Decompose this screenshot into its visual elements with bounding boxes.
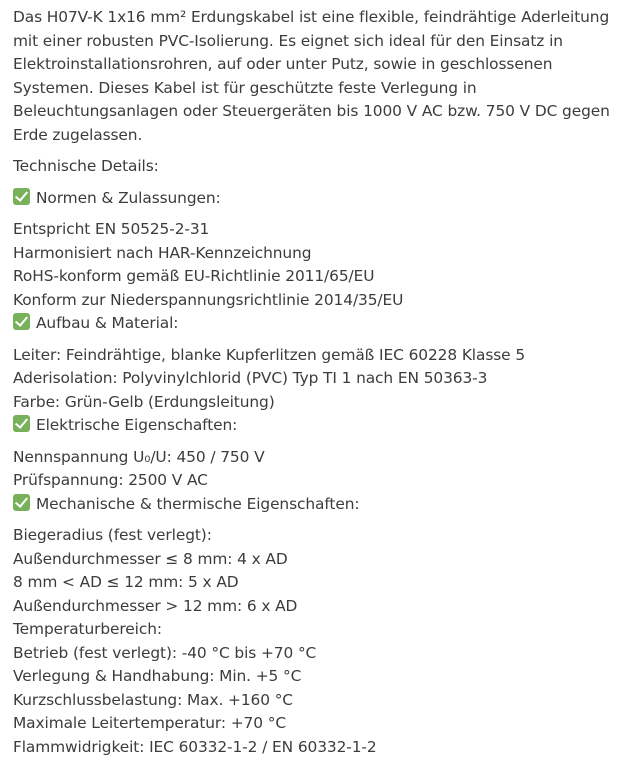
- section-normen-list: [13, 218, 637, 312]
- section-normen-heading: [13, 187, 637, 211]
- list-item: Harmonisiert nach HAR-Kennzeichnung: [13, 243, 312, 262]
- list-item: Betrieb (fest verlegt): -40 °C bis +70 °C: [13, 643, 317, 662]
- intro-line: mit einer robusten PVC-Isolierung. Es eignet sich ideal für den Einsatz in: [13, 31, 563, 50]
- section-heading-row: [13, 493, 637, 517]
- section-aufbau-list: [13, 344, 637, 415]
- product-description: [13, 6, 637, 759]
- check-mark-icon: [13, 494, 30, 511]
- list-item: Maximale Leitertemperatur: +70 °C: [13, 714, 286, 732]
- list-item: Nennspannung U₀/U: 450 / 750 V: [13, 447, 265, 466]
- list-item: Außendurchmesser > 12 mm: 6 x AD: [13, 596, 298, 615]
- check-mark-icon: [13, 188, 30, 205]
- list-item: Außendurchmesser ≤ 8 mm: 4 x AD: [13, 549, 288, 568]
- intro-line: Erde zugelassen.: [13, 125, 143, 144]
- intro-line: Elektroinstallationsrohren, auf oder unter Putz, sowie in geschlossenen: [13, 55, 553, 73]
- list-item: Flammwidrigkeit: IEC 60332-1-2 / EN 60332-1-2: [13, 737, 377, 756]
- details-heading: [13, 155, 637, 179]
- intro-line: Beleuchtungsanlagen oder Steuergeräten bis 1000 V AC bzw. 750 V DC gegen: [13, 102, 610, 120]
- intro-line: Systemen. Dieses Kabel ist für geschützte feste Verlegung in: [13, 78, 477, 97]
- check-mark-icon: [13, 415, 30, 432]
- section-mechanisch-heading: [13, 493, 637, 517]
- list-item: Prüfspannung: 2500 V AC: [13, 471, 208, 489]
- section-elektrisch-heading: [13, 414, 637, 438]
- list-item: Kurzschlussbelastung: Max. +160 °C: [13, 690, 293, 709]
- list-item: Entspricht EN 50525-2-31: [13, 220, 210, 238]
- check-mark-icon: [13, 313, 30, 330]
- section-heading-row: [13, 414, 637, 438]
- intro-line: Das H07V-K 1x16 mm² Erdungskabel ist eine flexible, feindrähtige Aderleitung: [13, 8, 610, 26]
- list-item: Konform zur Niederspannungsrichtlinie 2014/35/EU: [13, 290, 404, 309]
- list-item: Farbe: Grün-Gelb (Erdungsleitung): [13, 392, 275, 411]
- list-item: Temperaturbereich:: [13, 620, 162, 638]
- section-elektrisch-list: [13, 446, 637, 493]
- section-heading-label: Elektrische Eigenschaften:: [36, 416, 238, 434]
- details-heading-text: Technische Details:: [13, 157, 159, 175]
- list-item: 8 mm < AD ≤ 12 mm: 5 x AD: [13, 573, 239, 591]
- list-item: Aderisolation: Polyvinylchlorid (PVC) Typ TI 1 nach EN 50363-3: [13, 369, 488, 387]
- section-heading-label: Normen & Zulassungen:: [36, 188, 221, 207]
- list-item: RoHS-konform gemäß EU-Richtlinie 2011/65/EU: [13, 267, 375, 285]
- intro-paragraph: [13, 6, 637, 147]
- section-heading-row: [13, 187, 637, 211]
- section-aufbau-heading: [13, 312, 637, 336]
- list-item: Leiter: Feindrähtige, blanke Kupferlitzen gemäß IEC 60228 Klasse 5: [13, 345, 526, 364]
- section-heading-row: [13, 312, 637, 336]
- section-heading-label: Mechanische & thermische Eigenschaften:: [36, 494, 360, 513]
- list-item: Biegeradius (fest verlegt):: [13, 526, 212, 544]
- section-mechanisch-list: [13, 524, 637, 759]
- list-item: Verlegung & Handhabung: Min. +5 °C: [13, 667, 302, 685]
- section-heading-label: Aufbau & Material:: [36, 314, 179, 332]
